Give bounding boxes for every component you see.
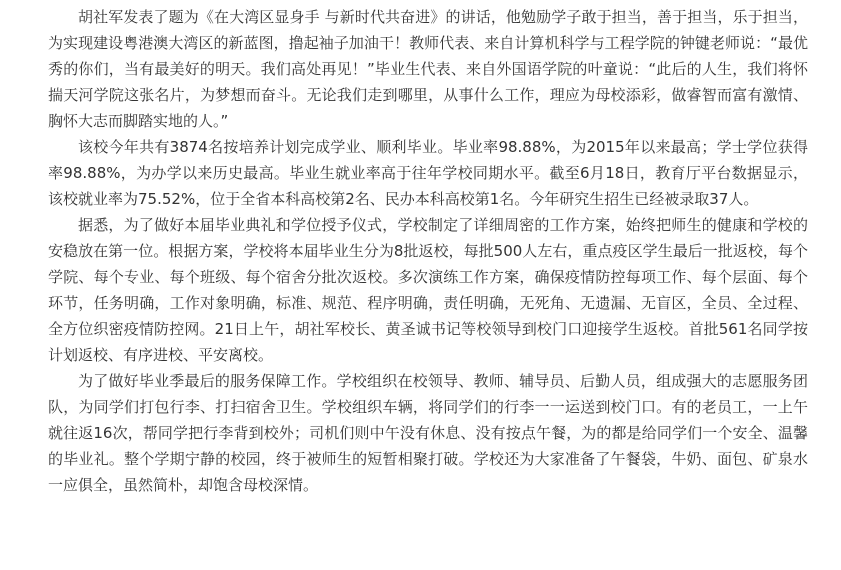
article-body (48, 4, 808, 498)
article-paragraph: 胡社军发表了题为《在大湾区显身手 与新时代共奋进》的讲话，他勉励学子敢于担当，善于担当，乐于担当，为实现建设粤港澳大湾区的新蓝图，撸起袖子加油干！教师代表、来自计算机科学与工程学院的钟键老师说：“最优秀的你们，当有最美好的明天。我们高处再见！”毕业生代表、来自外国语学院的叶童说：“此后的人生，我们将怀揣天河学院这张名片，为梦想而奋斗。无论我们走到哪里，从事什么工作，理应为母校添彩，做睿智而富有激情、胸怀大志而脚踏实地的人。” (48, 8, 808, 130)
article-paragraph: 据悉，为了做好本届毕业典礼和学位授予仪式，学校制定了详细周密的工作方案，始终把师生的健康和学校的安稳放在第一位。根据方案，学校将本届毕业生分为8批返校，每批500人左右，重点疫区学生最后一批返校，每个学院、每个专业、每个班级、每个宿舍分批次返校。多次演练工作方案，确保疫情防控每项工作、每个层面、每个环节，任务明确，工作对象明确，标准、规范、程序明确，责任明确，无死角、无遗漏、无盲区，全员、全过程、全方位织密疫情防控网。21日上午，胡社军校长、黄圣诚书记等校领导到校门口迎接学生返校。首批561名同学按计划返校、有序进校、平安离校。 (48, 216, 808, 364)
article-paragraph: 为了做好毕业季最后的服务保障工作。学校组织在校领导、教师、辅导员、后勤人员，组成强大的志愿服务团队，为同学们打包行李、打扫宿舍卫生。学校组织车辆，将同学们的行李一一运送到校门口。有的老员工，一上午就往返16次，帮同学把行李背到校外；司机们则中午没有休息、没有按点午餐，为的都是给同学们一个安全、温馨的毕业礼。整个学期宁静的校园，终于被师生的短暂相聚打破。学校还为大家准备了午餐袋，牛奶、面包、矿泉水一应俱全，虽然简朴，却饱含母校深情。 (48, 372, 808, 494)
article-paragraph: 该校今年共有3874名按培养计划完成学业、顺利毕业。毕业率98.88%，为2015年以来最高；学士学位获得率98.88%，为办学以来历史最高。毕业生就业率高于往年学校同期水平。截至6月18日，教育厅平台数据显示，该校就业率为75.52%，位于全省本科高校第2名、民办本科高校第1名。今年研究生招生已经被录取37人。 (48, 138, 808, 208)
